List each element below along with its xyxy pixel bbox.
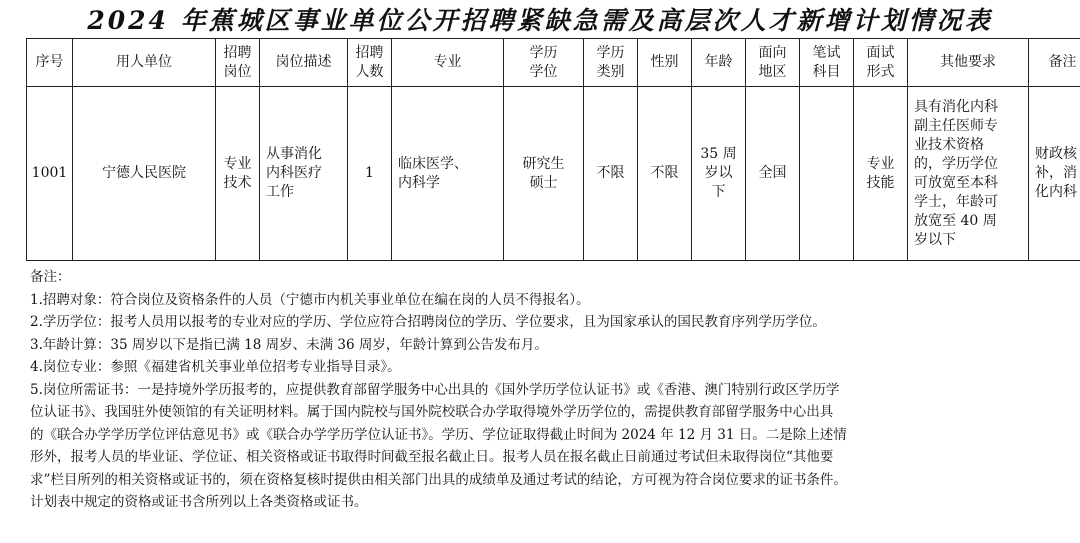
cell-position: 专业 技术 xyxy=(216,87,260,261)
note-line: 3.年龄计算：35 周岁以下是指已满 18 周岁、未满 36 周岁，年龄计算到公告发布月。 xyxy=(30,336,548,353)
cell-interview-form: 专业 技能 xyxy=(854,87,908,261)
note-line: 位认证书》、我国驻外使领馆的有关证明材料。属于国内院校与国外院校联合办学取得境外学历学位的，需提供教育部留学服务中心出具 xyxy=(30,404,834,420)
page-title: 2024 年蕉城区事业单位公开招聘紧缺急需及高层次人才新增计划情况表 xyxy=(87,6,993,35)
header-gender: 性别 xyxy=(638,39,692,87)
notes-heading: 备注： xyxy=(30,269,71,285)
cell-employer: 宁德人民医院 xyxy=(73,87,216,261)
header-remarks: 备注 xyxy=(1029,39,1080,87)
header-interview-form: 面试 形式 xyxy=(854,39,908,87)
note-line: 2.学历学位：报考人员用以报考的专业对应的学历、学位应符合招聘岗位的学历、学位要求，且为国家承认的国民教育序列学历学位。 xyxy=(30,314,826,330)
note-line: 计划表中规定的资格或证书含所列以上各类资格或证书。 xyxy=(30,494,368,510)
cell-description: 从事消化 内科医疗 工作 xyxy=(260,87,348,261)
table-row xyxy=(27,87,1080,261)
cell-headcount: 1 xyxy=(348,87,392,261)
header-employer: 用人单位 xyxy=(73,39,216,87)
cell-gender: 不限 xyxy=(638,87,692,261)
cell-education-type: 不限 xyxy=(584,87,638,261)
cell-region: 全国 xyxy=(746,87,800,261)
cell-remarks: 财政核 补，消 化内科 xyxy=(1029,87,1080,261)
cell-index: 1001 xyxy=(27,87,73,261)
header-major: 专业 xyxy=(392,39,504,87)
table-header-row xyxy=(27,39,1080,87)
cell-major: 临床医学、 内科学 xyxy=(392,87,504,261)
cell-degree: 研究生 硕士 xyxy=(504,87,584,261)
cell-age: 35 周 岁以 下 xyxy=(692,87,746,261)
recruitment-plan-table xyxy=(26,38,1080,261)
notes-section xyxy=(30,266,1050,514)
header-degree: 学历 学位 xyxy=(504,39,584,87)
note-line: 5.岗位所需证书：一是持境外学历报考的，应提供教育部留学服务中心出具的《国外学历学位认证书》或《香港、澳门特别行政区学历学 xyxy=(30,381,840,398)
header-education-type: 学历 类别 xyxy=(584,39,638,87)
note-line: 4.岗位专业：参照《福建省机关事业单位招考专业指导目录》。 xyxy=(30,359,401,375)
note-line: 形外，报考人员的毕业证、学位证、相关资格或证书取得时间截至报名截止日。报考人员在报名截止日前通过考试但未取得岗位“其他要 xyxy=(30,449,834,465)
header-description: 岗位描述 xyxy=(260,39,348,87)
cell-exam-subject xyxy=(800,87,854,261)
header-other-requirements: 其他要求 xyxy=(908,39,1029,87)
header-region: 面向 地区 xyxy=(746,39,800,87)
header-headcount: 招聘 人数 xyxy=(348,39,392,87)
note-line: 1.招聘对象：符合岗位及资格条件的人员（宁德市内机关事业单位在编在岗的人员不得报名）。 xyxy=(30,291,590,308)
header-position: 招聘 岗位 xyxy=(216,39,260,87)
note-line: 求”栏目所列的相关资格或证书的，须在资格复核时提供由相关部门出具的成绩单及通过考试的结论，方可视为符合岗位要求的证书条件。 xyxy=(30,471,847,488)
cell-other-requirements: 具有消化内科 副主任医师专 业技术资格 的，学历学位 可放宽至本科 学士，年龄可 放宽至 40 周 岁以下 xyxy=(908,87,1029,261)
note-line: 的《联合办学学历学位评估意见书》或《联合办学学历学位认证书》。学历、学位证取得截止时间为 2024 年 12 月 31 日。二是除上述情 xyxy=(30,426,847,443)
header-exam-subject: 笔试 科目 xyxy=(800,39,854,87)
header-age: 年龄 xyxy=(692,39,746,87)
header-index: 序号 xyxy=(27,39,73,87)
